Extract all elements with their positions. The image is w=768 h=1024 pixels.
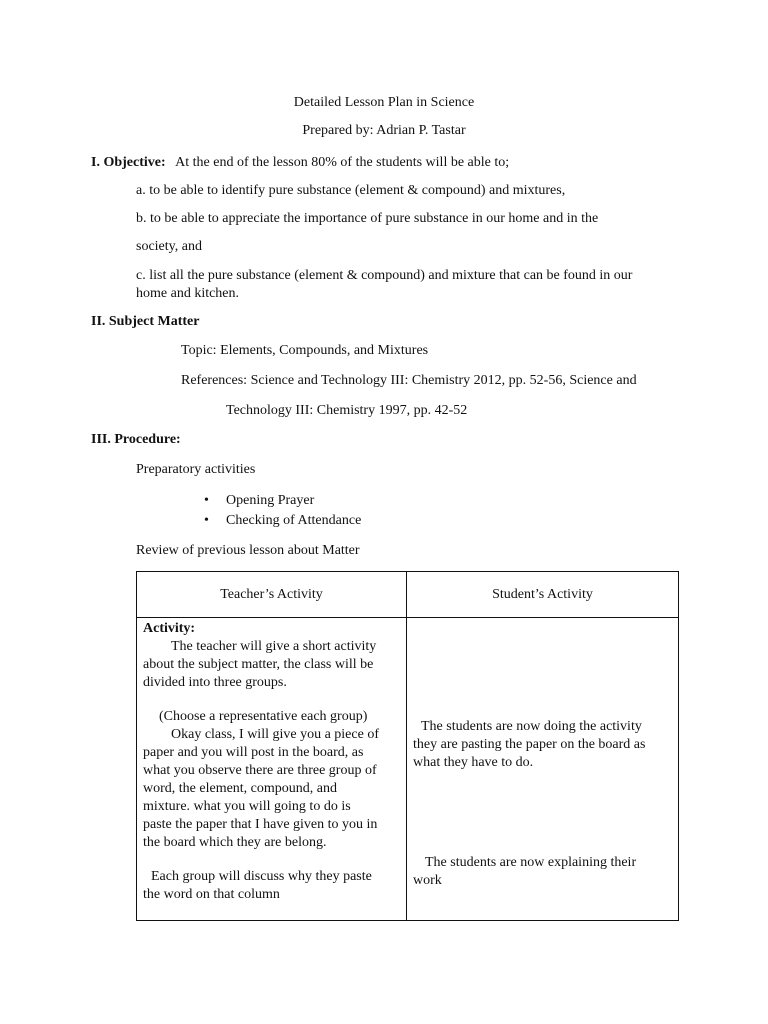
teacher-line: what you observe there are three group of (143, 763, 377, 778)
teacher-activity-cell (137, 618, 407, 921)
teacher-line: about the subject matter, the class will be (143, 657, 374, 672)
bullet-dot-icon: • (204, 493, 209, 508)
review-line: Review of previous lesson about Matter (136, 543, 360, 558)
student-activity-header: Student’s Activity (407, 572, 679, 618)
bullet-item (204, 492, 315, 510)
objective-item-c: c. list all the pure substance (element & compound) and mixture that can be found in our (136, 268, 633, 283)
document-title: Detailed Lesson Plan in Science (293, 95, 475, 110)
teacher-line: Okay class, I will give you a piece of (171, 727, 379, 742)
teacher-line: (Choose a representative each group) (159, 709, 368, 724)
preparatory-activities: Preparatory activities (136, 462, 256, 477)
student-line: they are pasting the paper on the board as (413, 737, 646, 752)
activity-label: Activity: (143, 621, 196, 636)
bullet-dot-icon: • (204, 513, 209, 528)
student-line: The students are now explaining their (425, 855, 637, 870)
teacher-line: paste the paper that I have given to you in (143, 817, 378, 832)
objective-intro: At the end of the lesson 80% of the students will be able to; (175, 155, 510, 170)
objective-item-b: b. to be able to appreciate the importance of pure substance in our home and in the (136, 211, 599, 226)
prepared-by: Prepared by: Adrian P. Tastar (302, 123, 466, 138)
teacher-line: mixture. what you will going to do is (143, 799, 351, 814)
teacher-line: word, the element, compound, and (143, 781, 338, 796)
teacher-line: Each group will discuss why they paste (151, 869, 372, 884)
objective-item-c-cont: home and kitchen. (136, 286, 240, 301)
teacher-line: divided into three groups. (143, 675, 287, 690)
student-line: work (413, 873, 442, 888)
bullet-item (204, 512, 362, 530)
teacher-line: paper and you will post in the board, as (143, 745, 364, 760)
objective-item-a: a. to be able to identify pure substance (element & compound) and mixtures, (136, 183, 566, 198)
references-line-2: Technology III: Chemistry 1997, pp. 42-52 (226, 403, 468, 418)
teacher-line: the word on that column (143, 887, 280, 902)
student-line: what they have to do. (413, 755, 534, 770)
objective-section (91, 154, 509, 172)
table-row (137, 618, 679, 921)
subject-matter-heading: II. Subject Matter (91, 314, 200, 329)
table-header-row (137, 572, 679, 618)
student-activity-cell (407, 618, 679, 921)
teacher-activity-header: Teacher’s Activity (137, 572, 407, 618)
topic-line: Topic: Elements, Compounds, and Mixtures (181, 343, 429, 358)
student-line: The students are now doing the activity (421, 719, 642, 734)
procedure-heading: III. Procedure: (91, 432, 181, 447)
references-line-1: References: Science and Technology III: Chemistry 2012, pp. 52-56, Science and (181, 373, 637, 388)
objective-heading: I. Objective: (91, 155, 166, 170)
objective-item-b-cont: society, and (136, 239, 202, 254)
teacher-line: The teacher will give a short activity (171, 639, 377, 654)
bullet-text: Checking of Attendance (226, 513, 362, 528)
activity-table (136, 571, 679, 921)
teacher-line: the board which they are belong. (143, 835, 327, 850)
bullet-text: Opening Prayer (226, 493, 315, 508)
